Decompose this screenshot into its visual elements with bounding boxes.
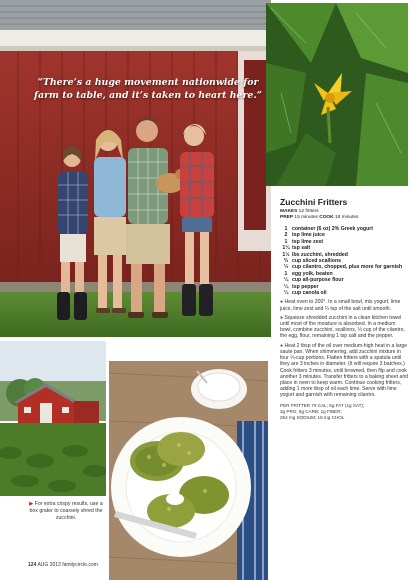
family-farm-photo xyxy=(0,0,271,337)
ingredient-qty: ¼ xyxy=(283,290,289,297)
ingredient-list xyxy=(280,226,408,296)
cook-value: 18 minutes xyxy=(334,215,359,220)
ingredient-item xyxy=(280,290,408,296)
caption-text: For extra crispy results, use a box grater to coarsely shred the zucchini. xyxy=(29,501,103,521)
ingredient-qty: ⅓ xyxy=(283,264,289,271)
page-footer xyxy=(28,562,98,568)
recipe-step xyxy=(280,315,408,340)
caption-marker: ▶ xyxy=(29,501,34,507)
site-url: familycircle.com xyxy=(62,562,98,568)
ingredient-text: egg yolk, beaten xyxy=(292,270,333,277)
ingredient-text: lbs zucchini, shredded xyxy=(292,251,348,258)
ingredient-text: tsp salt xyxy=(292,245,311,252)
nutrition-line: 3g PRO; 6g CARB; 1g FIBER; xyxy=(280,408,342,414)
ingredient-qty: 1½ xyxy=(282,251,290,258)
ingredient-text: container (6 oz) 2% Greek yogurt xyxy=(292,226,374,232)
step-bullet: ● xyxy=(280,314,284,321)
issue-month: AUG 2013 xyxy=(37,562,61,568)
step-text: Heat 2 tbsp of the oil over medium-high heat in a large saute pan. When shimmering, add zucchini mixture in four ¼-cup portions. Flatten fritters with a spatula until they are 3 inches in diameter. (It will require 3 batches.) Cook fritters 3 minutes, until browned, then flip and cook another 3 minutes. Transfer fritters to a baking sheet and place in oven to keep warm. Continue cooking fritters, adding 1 more tbsp of oil each time. Serve with lime yogurt and garnish with remaining cilantro. xyxy=(280,342,408,399)
zucchini-blossom-photo xyxy=(266,3,408,186)
nutrition-line: 254 mg SODIUM; 18 mg CHOL xyxy=(280,414,345,420)
prep-label: PREP xyxy=(280,215,294,220)
ingredient-text: tsp lime juice xyxy=(292,232,325,239)
ingredient-text: tsp pepper xyxy=(292,283,319,290)
step-bullet: ● xyxy=(280,342,284,349)
barn-roof xyxy=(0,0,271,30)
cook-label: COOK xyxy=(319,215,334,220)
ingredient-qty: ⅔ xyxy=(283,258,289,265)
recipe-step xyxy=(280,299,408,311)
ingredient-text: cup all-purpose flour xyxy=(292,277,344,284)
ingredient-qty: ¼ xyxy=(283,283,289,290)
nutrition-line: PER FRITTER 79 CAL; 5g FAT (1g SAT); xyxy=(280,402,365,408)
pull-quote: “There’s a huge movement nationwide for farm to table, and it’s taken to heart here.” xyxy=(33,77,263,101)
recipe-title: Zucchini Fritters xyxy=(280,197,348,207)
recipe-card xyxy=(280,197,408,421)
ingredient-text: cup cilantro, chopped, plus more for garnish xyxy=(292,264,403,271)
ingredient-text: cup canola oil xyxy=(292,290,327,297)
ingredient-qty: 1 xyxy=(284,226,288,232)
step-text: Heat oven to 200°. In a small bowl, mix yogurt, lime juice, lime zest and ¼ tsp of the salt until smooth. xyxy=(280,299,401,312)
step-text: Squeeze shredded zucchini in a clean kitchen towel until most of the moisture is absorbed. In a medium bowl, combine zucchini, scallions, ⅓ cup of the cilantro, the egg, flour, remaining 1 tsp salt and the pepper. xyxy=(280,314,405,340)
ingredient-qty: 2 xyxy=(284,232,288,239)
ingredient-qty: ¼ xyxy=(283,277,289,284)
fritters-plate-photo xyxy=(109,361,268,580)
step-bullet: ● xyxy=(280,299,284,306)
recipe-times xyxy=(280,215,408,221)
ingredient-text: tsp lime zest xyxy=(292,238,324,245)
makes-label: MAKES xyxy=(280,209,298,214)
ingredient-qty: 1 xyxy=(284,238,288,245)
photo-caption xyxy=(28,501,104,522)
ingredient-qty: 1 xyxy=(284,270,288,277)
makes-value: 12 fritters xyxy=(298,209,319,214)
ingredient-qty: 1¼ xyxy=(282,245,290,252)
ingredient-text: cup sliced scallions xyxy=(292,258,342,265)
nutrition-info xyxy=(280,403,408,421)
recipe-step xyxy=(280,343,408,399)
prep-value: 15 minutes xyxy=(294,215,318,220)
red-barn-photo xyxy=(0,341,106,496)
page-number: 124 xyxy=(28,562,37,568)
